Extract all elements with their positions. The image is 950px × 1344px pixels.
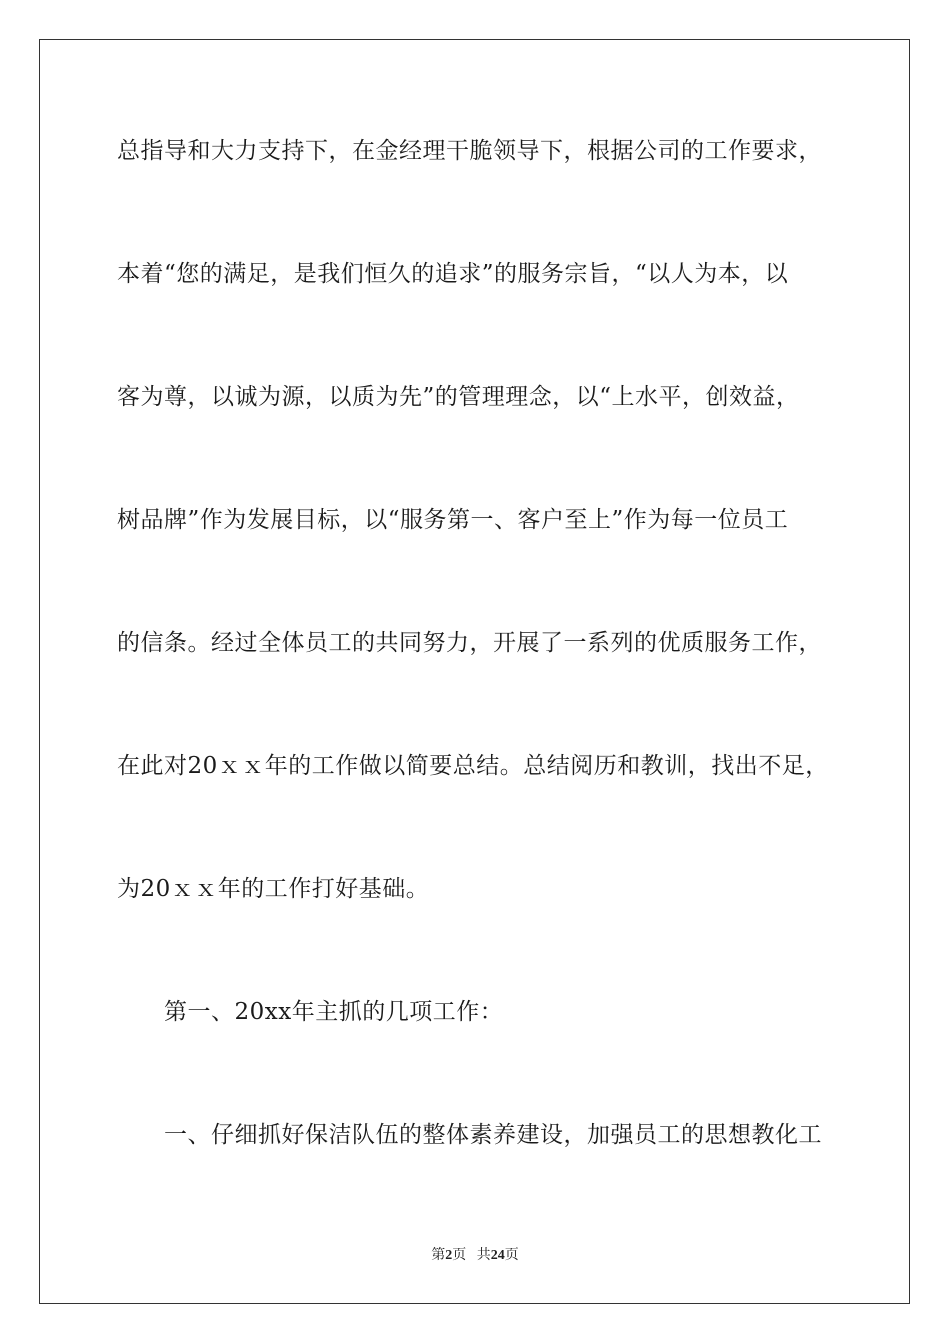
page-footer xyxy=(0,1244,950,1264)
total-suffix: 页 xyxy=(504,1248,519,1263)
body-line-1: 总指导和大力支持下，在金经理干脆领导下，根据公司的工作要求， xyxy=(117,138,822,164)
total-pages: 24 xyxy=(490,1248,505,1263)
page-number: 2 xyxy=(445,1248,453,1263)
total-prefix: 共 xyxy=(476,1248,491,1263)
section-heading: 第一、20xx年主抓的几项工作： xyxy=(164,999,504,1025)
body-line-3: 客为尊，以诚为源，以质为先”的管理理念，以“上水平，创效益， xyxy=(117,384,800,410)
body-line-5: 的信条。经过全体员工的共同努力，开展了一系列的优质服务工作， xyxy=(117,630,822,656)
body-line-2: 本着“您的满足，是我们恒久的追求”的服务宗旨，“以人为本，以 xyxy=(117,261,789,287)
page-frame xyxy=(39,39,910,1304)
body-line-6: 在此对20ｘｘ年的工作做以简要总结。总结阅历和教训，找出不足， xyxy=(117,753,829,779)
subsection-heading: 一、仔细抓好保洁队伍的整体素养建设，加强员工的思想教化工 xyxy=(164,1122,822,1148)
page-suffix: 页 xyxy=(452,1248,467,1263)
page-prefix: 第 xyxy=(431,1248,446,1263)
body-line-4: 树品牌”作为发展目标，以“服务第一、客户至上”作为每一位员工 xyxy=(117,507,789,533)
body-line-7: 为20ｘｘ年的工作打好基础。 xyxy=(117,876,430,902)
